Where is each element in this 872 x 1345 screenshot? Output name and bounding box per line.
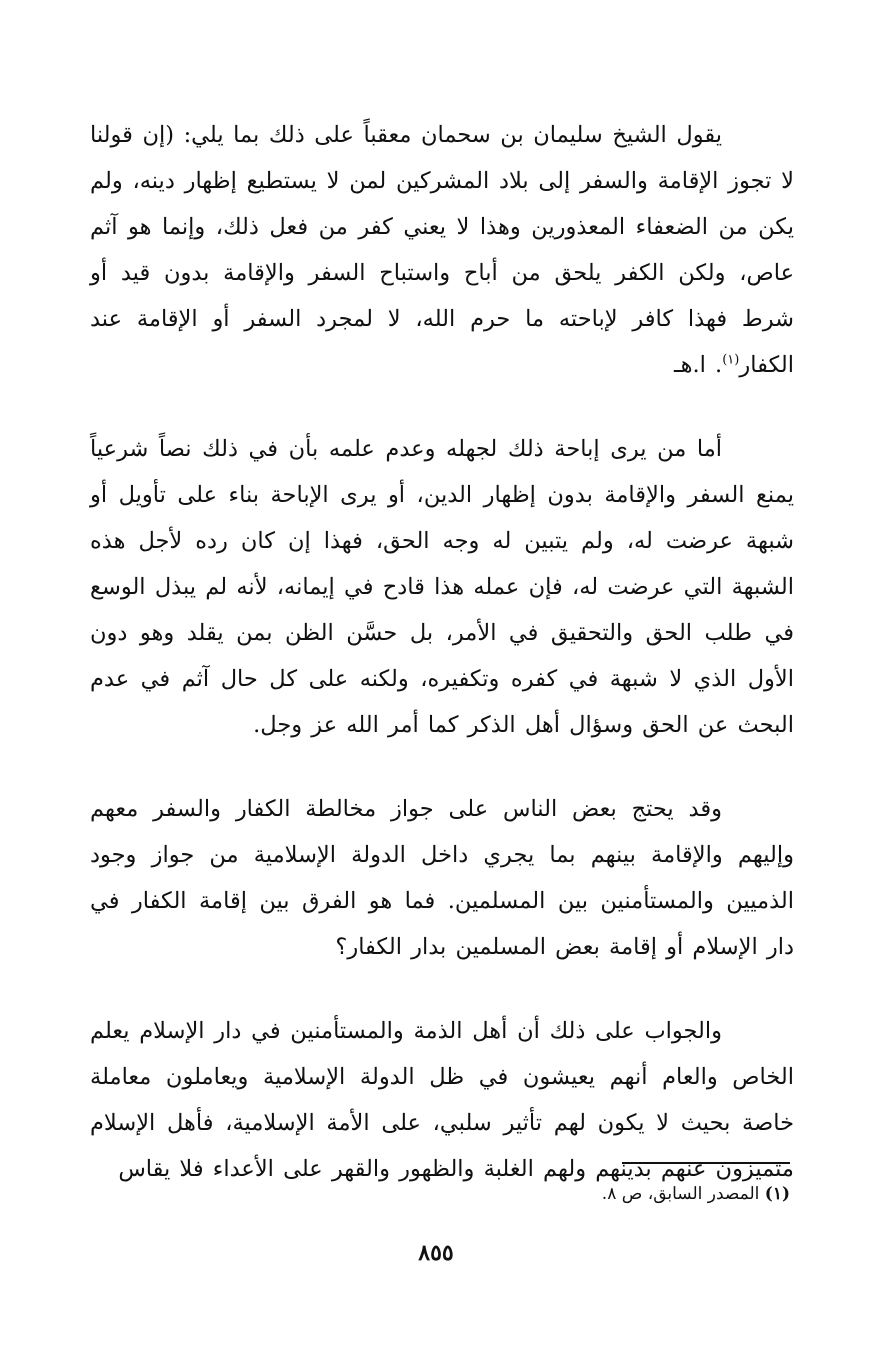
footnote-divider <box>622 1162 790 1164</box>
footnote-text: المصدر السابق، ص ٨. <box>601 1184 760 1204</box>
paragraph-1 <box>90 112 794 388</box>
page-body <box>90 112 794 1230</box>
footnote-mark: (١) <box>764 1184 790 1204</box>
page-number: ٨٥٥ <box>418 1240 454 1266</box>
paragraph-1-tail: . ا.هـ <box>674 352 723 378</box>
paragraph-3: وقد يحتج بعض الناس على جواز مخالطة الكفار والسفر معهم وإليهم والإقامة بينهم بما يجري داخل الدولة الإسلامية من جواز وجود الذميين والمستأمنين بين المسلمين. فما هو الفرق بين إقامة الكفار في دار الإسلام أو إقامة بعض المسلمين بدار الكفار؟ <box>90 796 794 960</box>
paragraph-1-text: يقول الشيخ سليمان بن سحمان معقباً على ذلك بما يلي: (إن قولنا لا تجوز الإقامة والسفر إلى بلاد المشركين لمن لا يستطيع إظهار دينه، ولم يكن من الضعفاء المعذورين وهذا لا يعني كفر من فعل ذلك، وإنما هو آثم عاص، ولكن الكفر يلحق من أباح واستباح السفر والإقامة بدون قيد أو شرط فهذا كافر لإباحته ما حرم الله، لا لمجرد السفر أو الإقامة عند الكفار <box>90 122 794 378</box>
footnote <box>90 1180 790 1208</box>
footnote-reference[interactable]: (١) <box>722 352 740 368</box>
paragraph-2: أما من يرى إباحة ذلك لجهله وعدم علمه بأن في ذلك نصاً شرعياً يمنع السفر والإقامة بدون إظهار الدين، أو يرى الإباحة بناء على تأويل أو شبهة عرضت له، ولم يتبين له وجه الحق، فهذا إن كان رده لأجل هذه الشبهة التي عرضت له، فإن عمله هذا قادح في إيمانه، لأنه لم يبذل الوسع في طلب الحق والتحقيق في الأمر، بل حسَّن الظن بمن يقلد وهو دون الأول الذي لا شبهة في كفره وتكفيره، ولكنه على كل حال آثم في عدم البحث عن الحق وسؤال أهل الذكر كما أمر الله عز وجل. <box>90 436 794 738</box>
paragraph-4: والجواب على ذلك أن أهل الذمة والمستأمنين في دار الإسلام يعلم الخاص والعام أنهم يعيشون في ظل الدولة الإسلامية ويعاملون معاملة خاصة بحيث لا يكون لهم تأثير سلبي، على الأمة الإسلامية، فأهل الإسلام متميزون عنهم بدينهم ولهم الغلبة والظهور والقهر على الأعداء فلا يقاس <box>90 1018 794 1182</box>
